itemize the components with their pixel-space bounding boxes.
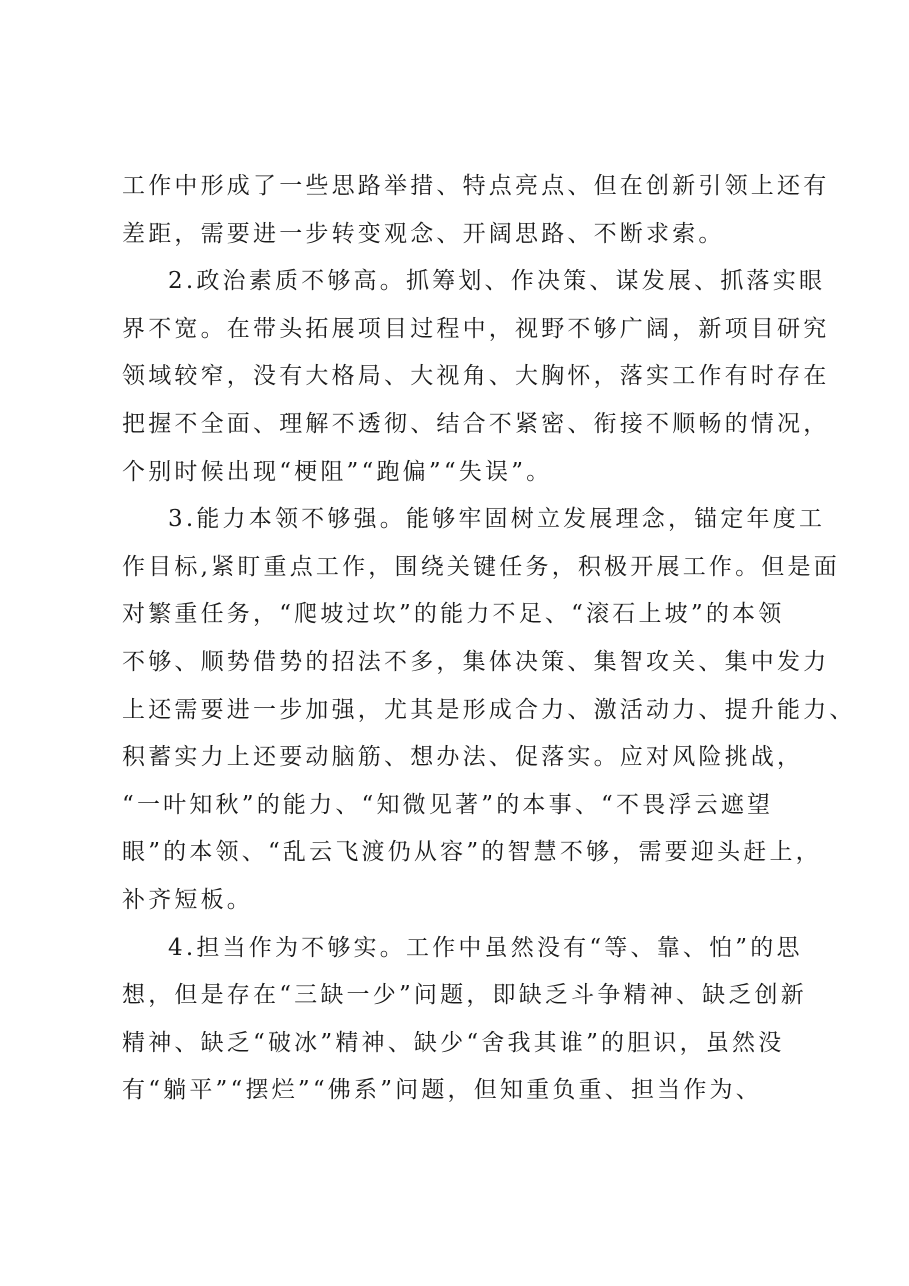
text-line: 对繁重任务，“爬坡过坎”的能力不足、“滚石上坡”的本领	[122, 601, 785, 628]
body-text	[122, 163, 856, 1115]
text-line: 上还需要进一步加强，尤其是形成合力、激活动力、提升能力、	[122, 696, 856, 723]
text-line: 4.担当作为不够实。工作中虽然没有“等、靠、怕”的思	[168, 934, 803, 961]
text-line: 眼”的本领、“乱云飞渡仍从容”的智慧不够，需要迎头赶上，	[122, 839, 822, 866]
text-line: 界不宽。在带头拓展项目过程中，视野不够广阔，新项目研究	[122, 315, 830, 342]
text-line: “一叶知秋”的能力、“知微见著”的本事、“不畏浮云遮望	[122, 791, 774, 818]
text-line: 个别时候出现“梗阻”“跑偏”“失误”。	[122, 458, 553, 485]
text-line: 差距，需要进一步转变观念、开阔思路、不断求索。	[122, 220, 725, 247]
text-line: 2.政治素质不够高。抓筹划、作决策、谋发展、抓落实眼	[168, 268, 826, 295]
text-line: 精神、缺乏“破冰”精神、缺少“舍我其谁”的胆识，虽然没	[122, 1029, 785, 1056]
text-line: 不够、顺势借势的招法不多，集体决策、集智攻关、集中发力	[122, 648, 830, 675]
text-line: 3.能力本领不够强。能够牢固树立发展理念，锚定年度工	[168, 506, 826, 533]
text-line: 补齐短板。	[122, 886, 253, 913]
text-line: 有“躺平”“摆烂”“佛系”问题，但知重负重、担当作为、	[122, 1077, 762, 1104]
text-line: 积蓄实力上还要动脑筋、想办法、促落实。应对风险挑战，	[122, 744, 804, 771]
text-line: 领域较窄，没有大格局、大视角、大胸怀，落实工作有时存在	[122, 363, 830, 390]
text-line: 把握不全面、理解不透彻、结合不紧密、衔接不顺畅的情况，	[122, 410, 830, 437]
text-line: 想，但是存在“三缺一少”问题，即缺乏斗争精神、缺乏创新	[122, 982, 807, 1009]
text-line: 工作中形成了一些思路举措、特点亮点、但在创新引领上还有	[122, 173, 830, 199]
text-line: 作目标,紧盯重点工作，围绕关键任务，积极开展工作。但是面	[122, 553, 840, 580]
